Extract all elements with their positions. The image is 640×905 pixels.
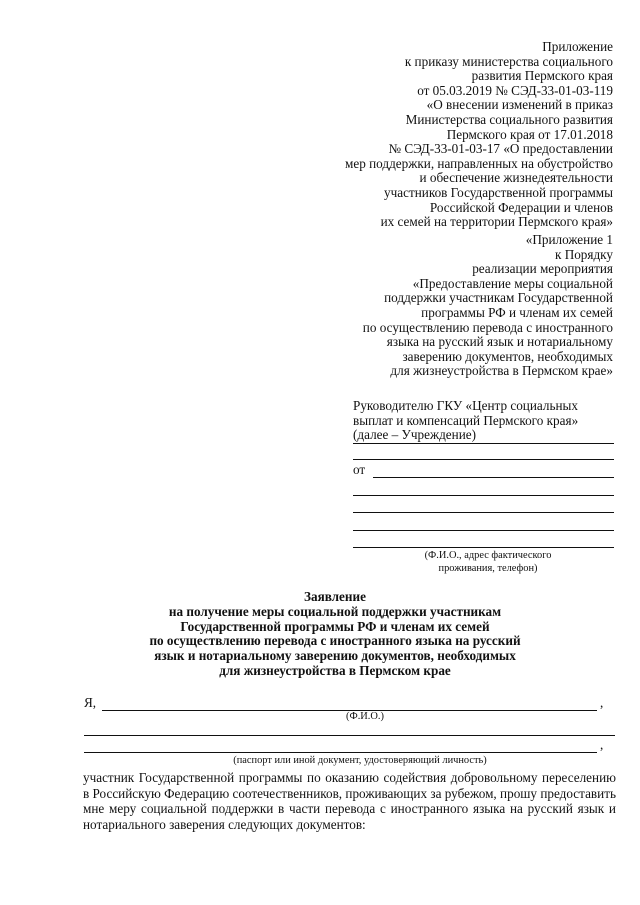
appendix-line: по осуществлению перевода с иностранного	[362, 319, 613, 335]
header-line: Министерства социального развития	[405, 111, 613, 127]
addressee-caption-line: проживания, телефон)	[438, 562, 538, 574]
appendix-line: к Порядку	[554, 246, 613, 262]
header-line: от 05.03.2019 № СЭД-33-01-03-119	[417, 82, 613, 98]
title-line: язык и нотариальному заверению документов, необходимых	[154, 648, 516, 664]
addressee-line: выплат и компенсаций Пермского края»	[353, 412, 579, 428]
header-line: «О внесении изменений в приказ	[426, 97, 613, 113]
identity-doc-line-2[interactable]	[84, 752, 597, 753]
address-blank-line-4[interactable]	[353, 547, 614, 548]
applicant-name-comma: ,	[600, 695, 604, 710]
addressee-blank-line[interactable]	[353, 459, 614, 460]
title-line: на получение меры социальной поддержки участникам	[168, 603, 502, 619]
request-text: участник Государственной программы по оказанию содействия добровольному переселению в Российскую Федерацию соотечественников, проживающих за рубежом, прошу предоставить мне меру социальной поддержки в части перевода с иностранного языка на русский язык и нотариального заверения следующих документов:	[83, 770, 616, 832]
identity-doc-caption: (паспорт или иной документ, удостоверяющий личность)	[233, 755, 487, 766]
addressee-block	[353, 399, 615, 443]
appendix-header-block	[363, 233, 613, 379]
title-line: Заявление	[304, 589, 366, 604]
appendix-line: языка на русский язык и нотариальному	[386, 334, 613, 350]
title-line: для жизнеустройства в Пермском крае	[219, 662, 451, 678]
identity-doc-comma: ,	[600, 737, 604, 752]
appendix-line: заверению документов, необходимых	[402, 348, 613, 364]
appendix-line: для жизнеустройства в Пермском крае»	[390, 363, 613, 379]
addressee-caption	[393, 550, 583, 575]
appendix-line: «Предоставление меры социальной	[412, 275, 613, 291]
address-blank-line-2[interactable]	[353, 512, 614, 513]
title-line: по осуществлению перевода с иностранного языка на русский	[149, 633, 521, 649]
header-line: № СЭД-33-01-03-17 «О предоставлении	[388, 141, 613, 157]
from-blank-line[interactable]	[373, 477, 614, 478]
from-label: от	[353, 462, 366, 477]
addressee-caption-line: (Ф.И.О., адрес фактического	[424, 550, 552, 561]
header-line: участников Государственной программы	[384, 184, 613, 200]
address-blank-line-3[interactable]	[353, 530, 614, 531]
identity-doc-line-1[interactable]	[84, 735, 615, 736]
applicant-prefix: Я,	[84, 695, 97, 710]
address-blank-line-1[interactable]	[353, 495, 614, 496]
header-line: Приложение	[542, 39, 613, 54]
order-header-block	[345, 40, 613, 230]
header-line: Пермского края от 17.01.2018	[446, 126, 613, 142]
header-line: Российской Федерации и членов	[429, 199, 613, 215]
header-line: к приказу министерства социального	[404, 53, 613, 69]
header-line: мер поддержки, направленных на обустройство	[345, 155, 613, 171]
name-caption: (Ф.И.О.)	[346, 711, 384, 722]
header-line: и обеспечение жизнедеятельности	[419, 170, 613, 186]
appendix-line: «Приложение 1	[525, 232, 613, 247]
appendix-line: программы РФ и членам их семей	[421, 304, 613, 320]
application-title	[100, 590, 570, 679]
addressee-line: Руководителю ГКУ «Центр социальных	[353, 398, 578, 413]
addressee-underline	[353, 443, 614, 444]
title-line: Государственной программы РФ и членам их семей	[180, 618, 490, 634]
appendix-line: поддержки участникам Государственной	[384, 290, 613, 306]
appendix-line: реализации мероприятия	[472, 261, 613, 277]
addressee-line: (далее – Учреждение)	[353, 427, 476, 443]
header-line: их семей на территории Пермского края»	[380, 214, 613, 230]
header-line: развития Пермского края	[471, 68, 613, 84]
